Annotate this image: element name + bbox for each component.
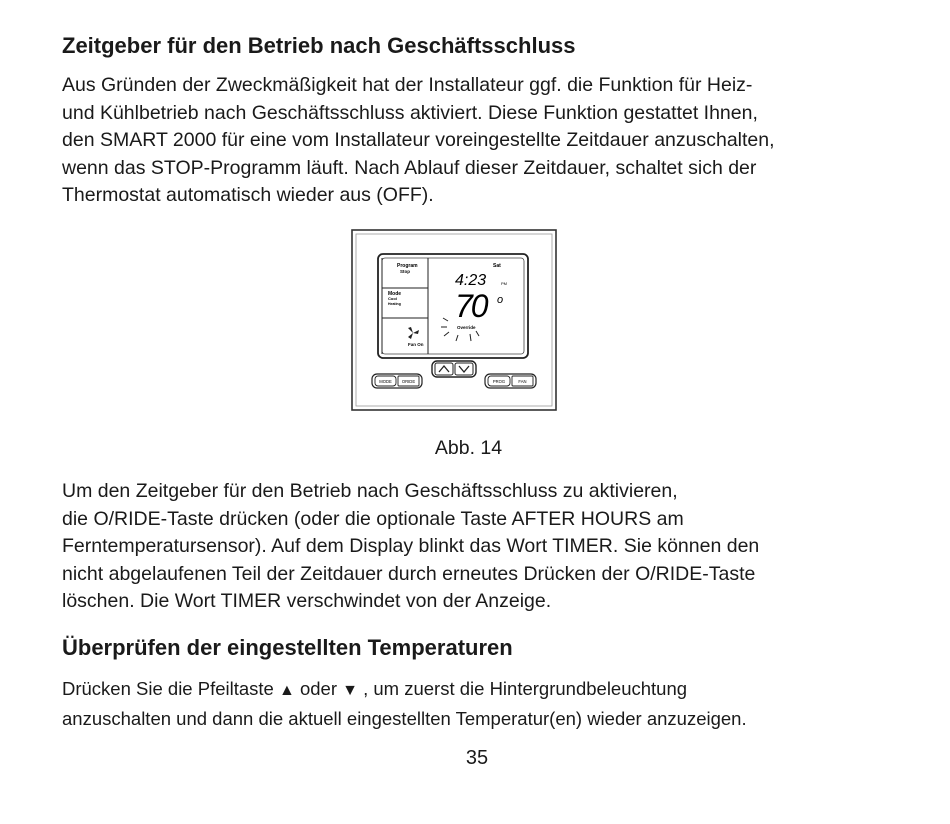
thermostat-figure <box>351 229 557 411</box>
prog-button-label: PROG <box>492 379 506 384</box>
paragraph-line: Thermostat automatisch wieder aus (OFF). <box>62 184 434 206</box>
up-arrow-button[interactable] <box>435 363 453 375</box>
override-label: Override <box>457 325 476 330</box>
paragraph-line: die O/RIDE-Taste drücken (oder die optionale Taste AFTER HOURS am <box>62 507 684 530</box>
intro-paragraph <box>62 72 902 210</box>
text-fragment: Drücken Sie die Pfeiltaste <box>62 678 279 699</box>
paragraph-line: den SMART 2000 für eine vom Installateur voreingestellte Zeitdauer anzuschalten, <box>62 129 775 151</box>
stop-label: Stop <box>400 269 410 274</box>
figure-caption: Abb. 14 <box>434 437 503 459</box>
paragraph-line: löschen. Die Wort TIMER verschwindet von der Anzeige. <box>62 590 552 612</box>
down-arrow-button[interactable] <box>455 363 473 375</box>
page-number: 35 <box>465 747 489 769</box>
down-arrow-icon: ▼ <box>342 682 358 699</box>
timer-paragraph <box>62 478 902 616</box>
oride-button[interactable] <box>398 376 419 386</box>
fan-on-label: Fan On <box>408 342 424 347</box>
text-fragment: , um zuerst die Hintergrundbeleuchtung <box>357 678 688 699</box>
paragraph-line: anzuschalten und dann die aktuell eingestellten Temperatur(en) wieder anzuzeigen. <box>62 708 747 729</box>
paragraph-line: Um den Zeitgeber für den Betrieb nach Geschäftsschluss zu aktivieren, <box>62 480 678 502</box>
time-readout: 4:23 <box>455 272 487 289</box>
section-heading: Überprüfen der eingestellten Temperaturen <box>62 635 513 660</box>
temperature-readout: 70 <box>455 288 487 324</box>
paragraph-line: nicht abgelaufenen Teil der Zeitdauer durch erneutes Drücken der O/RIDE-Taste <box>62 562 756 585</box>
paragraph-line: wenn das STOP-Programm läuft. Nach Ablauf dieser Zeitdauer, schaltet sich der <box>62 156 757 179</box>
oride-button-label: ORIDE <box>401 379 416 384</box>
mode-label: Mode <box>388 291 402 297</box>
time-suffix: PM <box>501 281 507 286</box>
fan-button-label: FAN <box>518 379 527 384</box>
text-fragment: oder <box>294 678 343 699</box>
mode-button[interactable] <box>375 376 396 386</box>
day-label: Sat <box>493 263 501 269</box>
degree-symbol: o <box>497 294 504 306</box>
section-heading: Zeitgeber für den Betrieb nach Geschäftsschluss <box>62 33 576 58</box>
check-temperature-paragraph <box>62 675 902 733</box>
paragraph-line: Ferntemperatursensor). Auf dem Display blinkt das Wort TIMER. Sie können den <box>62 535 760 557</box>
paragraph-line <box>62 675 902 705</box>
cool-label: Cool <box>388 296 397 301</box>
paragraph-line: und Kühlbetrieb nach Geschäftsschluss aktiviert. Diese Funktion gestattet Ihnen, <box>62 101 758 124</box>
prog-button[interactable] <box>488 376 510 386</box>
program-label: Program <box>397 263 418 269</box>
heating-label: Heating <box>388 302 401 306</box>
fan-button[interactable] <box>512 376 533 386</box>
mode-button-label: MODE <box>379 379 392 384</box>
paragraph-line: Aus Gründen der Zweckmäßigkeit hat der Installateur ggf. die Funktion für Heiz- <box>62 74 753 96</box>
up-arrow-icon: ▲ <box>278 682 295 699</box>
